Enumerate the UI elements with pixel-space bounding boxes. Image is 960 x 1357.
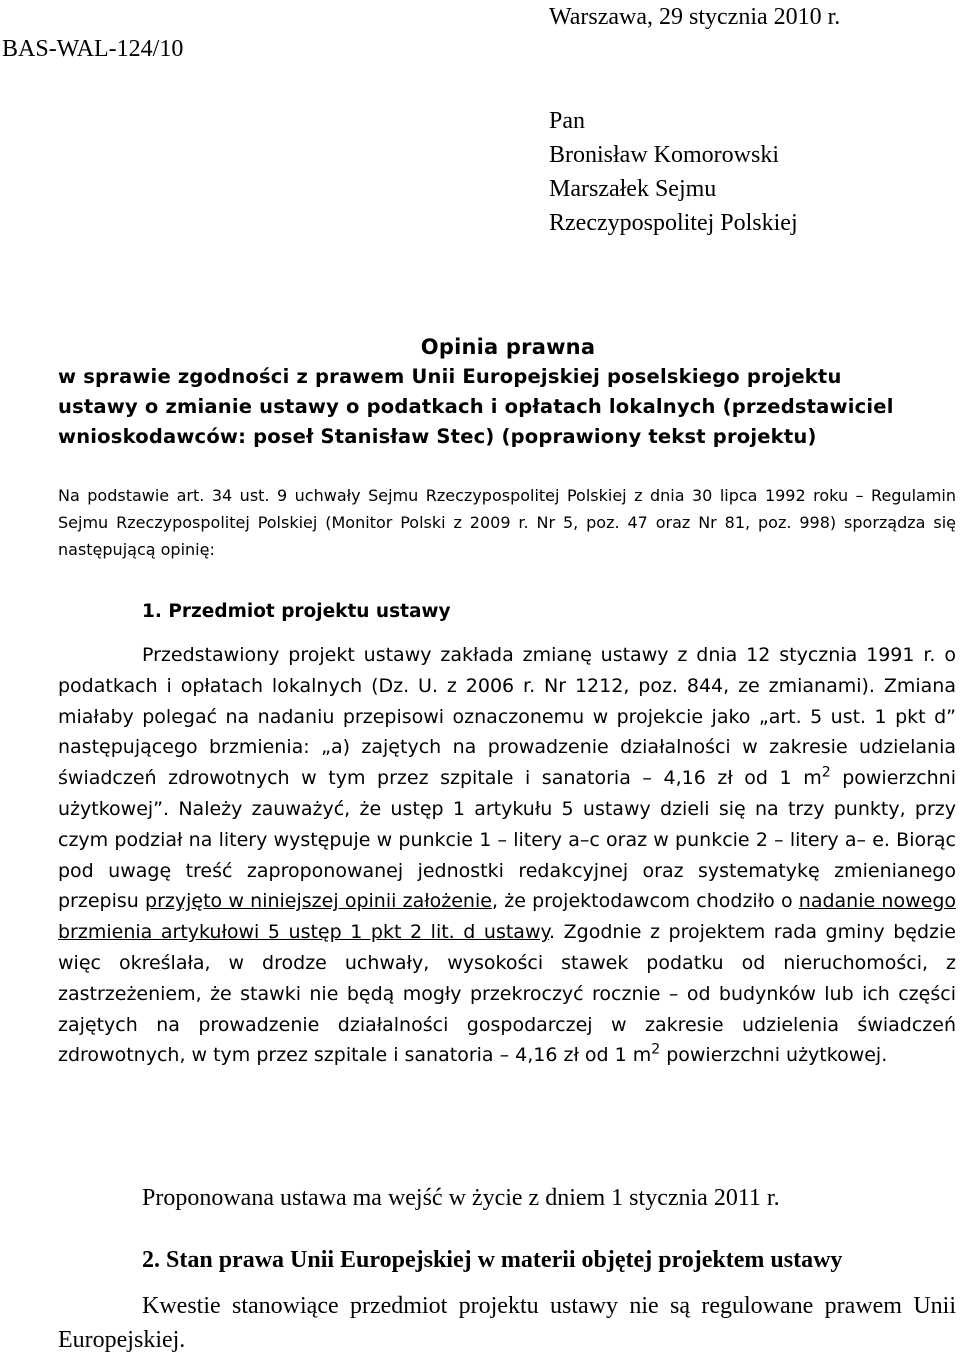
document-date: Warszawa, 29 stycznia 2010 r. <box>549 4 841 30</box>
section-1-text-a: Przedstawiony projekt ustawy zakłada zmianę ustawy z dnia 12 stycznia 1991 r. o podatkach i opłatach lokalnych (Dz. U. z 2006 r. Nr 1212, poz. 844, ze zmianami). Zmiana miałaby polegać na nadaniu przepisowi oznaczonemu w projekcie jako „art. 5 ust. 1 pkt d” następującego brzmienia: „a) zajętych na prowadzenie działalności w zakresie udzielania świadczeń zdrowotnych w tym przez szpitale i sanatoria – 4,16 zł od 1 m <box>58 644 956 790</box>
section-1-text-c: , że projektodawcom chodziło o <box>491 890 799 913</box>
title-line-4: wnioskodawców: poseł Stanisław Stec) (poprawiony tekst projektu) <box>58 425 817 448</box>
section-1-text-b: powierzchni użytkowej”. Należy zauważyć, że ustęp 1 artykułu 5 ustawy dzieli się na trzy punkty, przy czym podział na litery występuje w punkcie 1 – litery a–c oraz w punkcie 2 – litery a– e. Biorąc pod uwagę treść zaproponowanej jednostki redakcyjnej oraz systematykę zmienianego przepisu <box>58 767 956 913</box>
legal-basis-paragraph: Na podstawie art. 34 ust. 9 uchwały Sejmu Rzeczypospolitej Polskiej z dnia 30 lipca 1992 roku – Regulamin Sejmu Rzeczypospolitej Polskiej (Monitor Polski z 2009 r. Nr 5, poz. 47 oraz Nr 81, poz. 998) sporządza się następującą opinię: <box>58 486 956 559</box>
addressee-salutation: Pan <box>549 108 585 134</box>
superscript-2b: 2 <box>651 1042 661 1059</box>
title-line-2: w sprawie zgodności z prawem Unii Europejskiej poselskiego projektu <box>58 365 842 388</box>
section-1-text-e: powierzchni użytkowej. <box>660 1044 888 1067</box>
title-line-3: ustawy o zmianie ustawy o podatkach i opłatach lokalnych (przedstawiciel <box>58 395 894 418</box>
title-heading: Opinia prawna <box>420 335 596 359</box>
underlined-intent: nadanie nowego brzmienia artykułowi 5 ustęp 1 pkt 2 lit. d ustawy <box>58 890 957 944</box>
underlined-assumption: przyjęto w niniejszej opinii założenie <box>145 890 492 913</box>
addressee-block <box>549 104 798 240</box>
effective-date-paragraph: Proponowana ustawa ma wejść w życie z dniem 1 stycznia 2011 r. <box>142 1185 780 1211</box>
addressee-name: Bronisław Komorowski <box>549 142 779 168</box>
document-title <box>58 332 958 452</box>
section-2-heading: 2. Stan prawa Unii Europejskiej w materii objętej projektem ustawy <box>142 1247 843 1273</box>
section-1-paragraph <box>58 640 956 1071</box>
addressee-institution: Rzeczypospolitej Polskiej <box>549 210 798 236</box>
section-2-paragraph: Kwestie stanowiące przedmiot projektu ustawy nie są regulowane prawem Unii Europejskiej. <box>58 1293 956 1353</box>
superscript-2: 2 <box>821 764 831 781</box>
addressee-position: Marszałek Sejmu <box>549 176 717 202</box>
section-1-text-d: . Zgodnie z projektem rada gminy będzie więc określała, w drodze uchwały, wysokości stawek podatku od nieruchomości, z zastrzeżeniem, że stawki nie będą mogły przekroczyć rocznie – od budynków lub ich części zajętych na prowadzenie działalności gospodarczej w zakresie udzielenia świadczeń zdrowotnych, w tym przez szpitale i sanatoria – 4,16 zł od 1 m <box>58 921 956 1067</box>
document-reference: BAS-WAL-124/10 <box>2 36 184 62</box>
section-1-heading: 1. Przedmiot projektu ustawy <box>142 601 451 622</box>
